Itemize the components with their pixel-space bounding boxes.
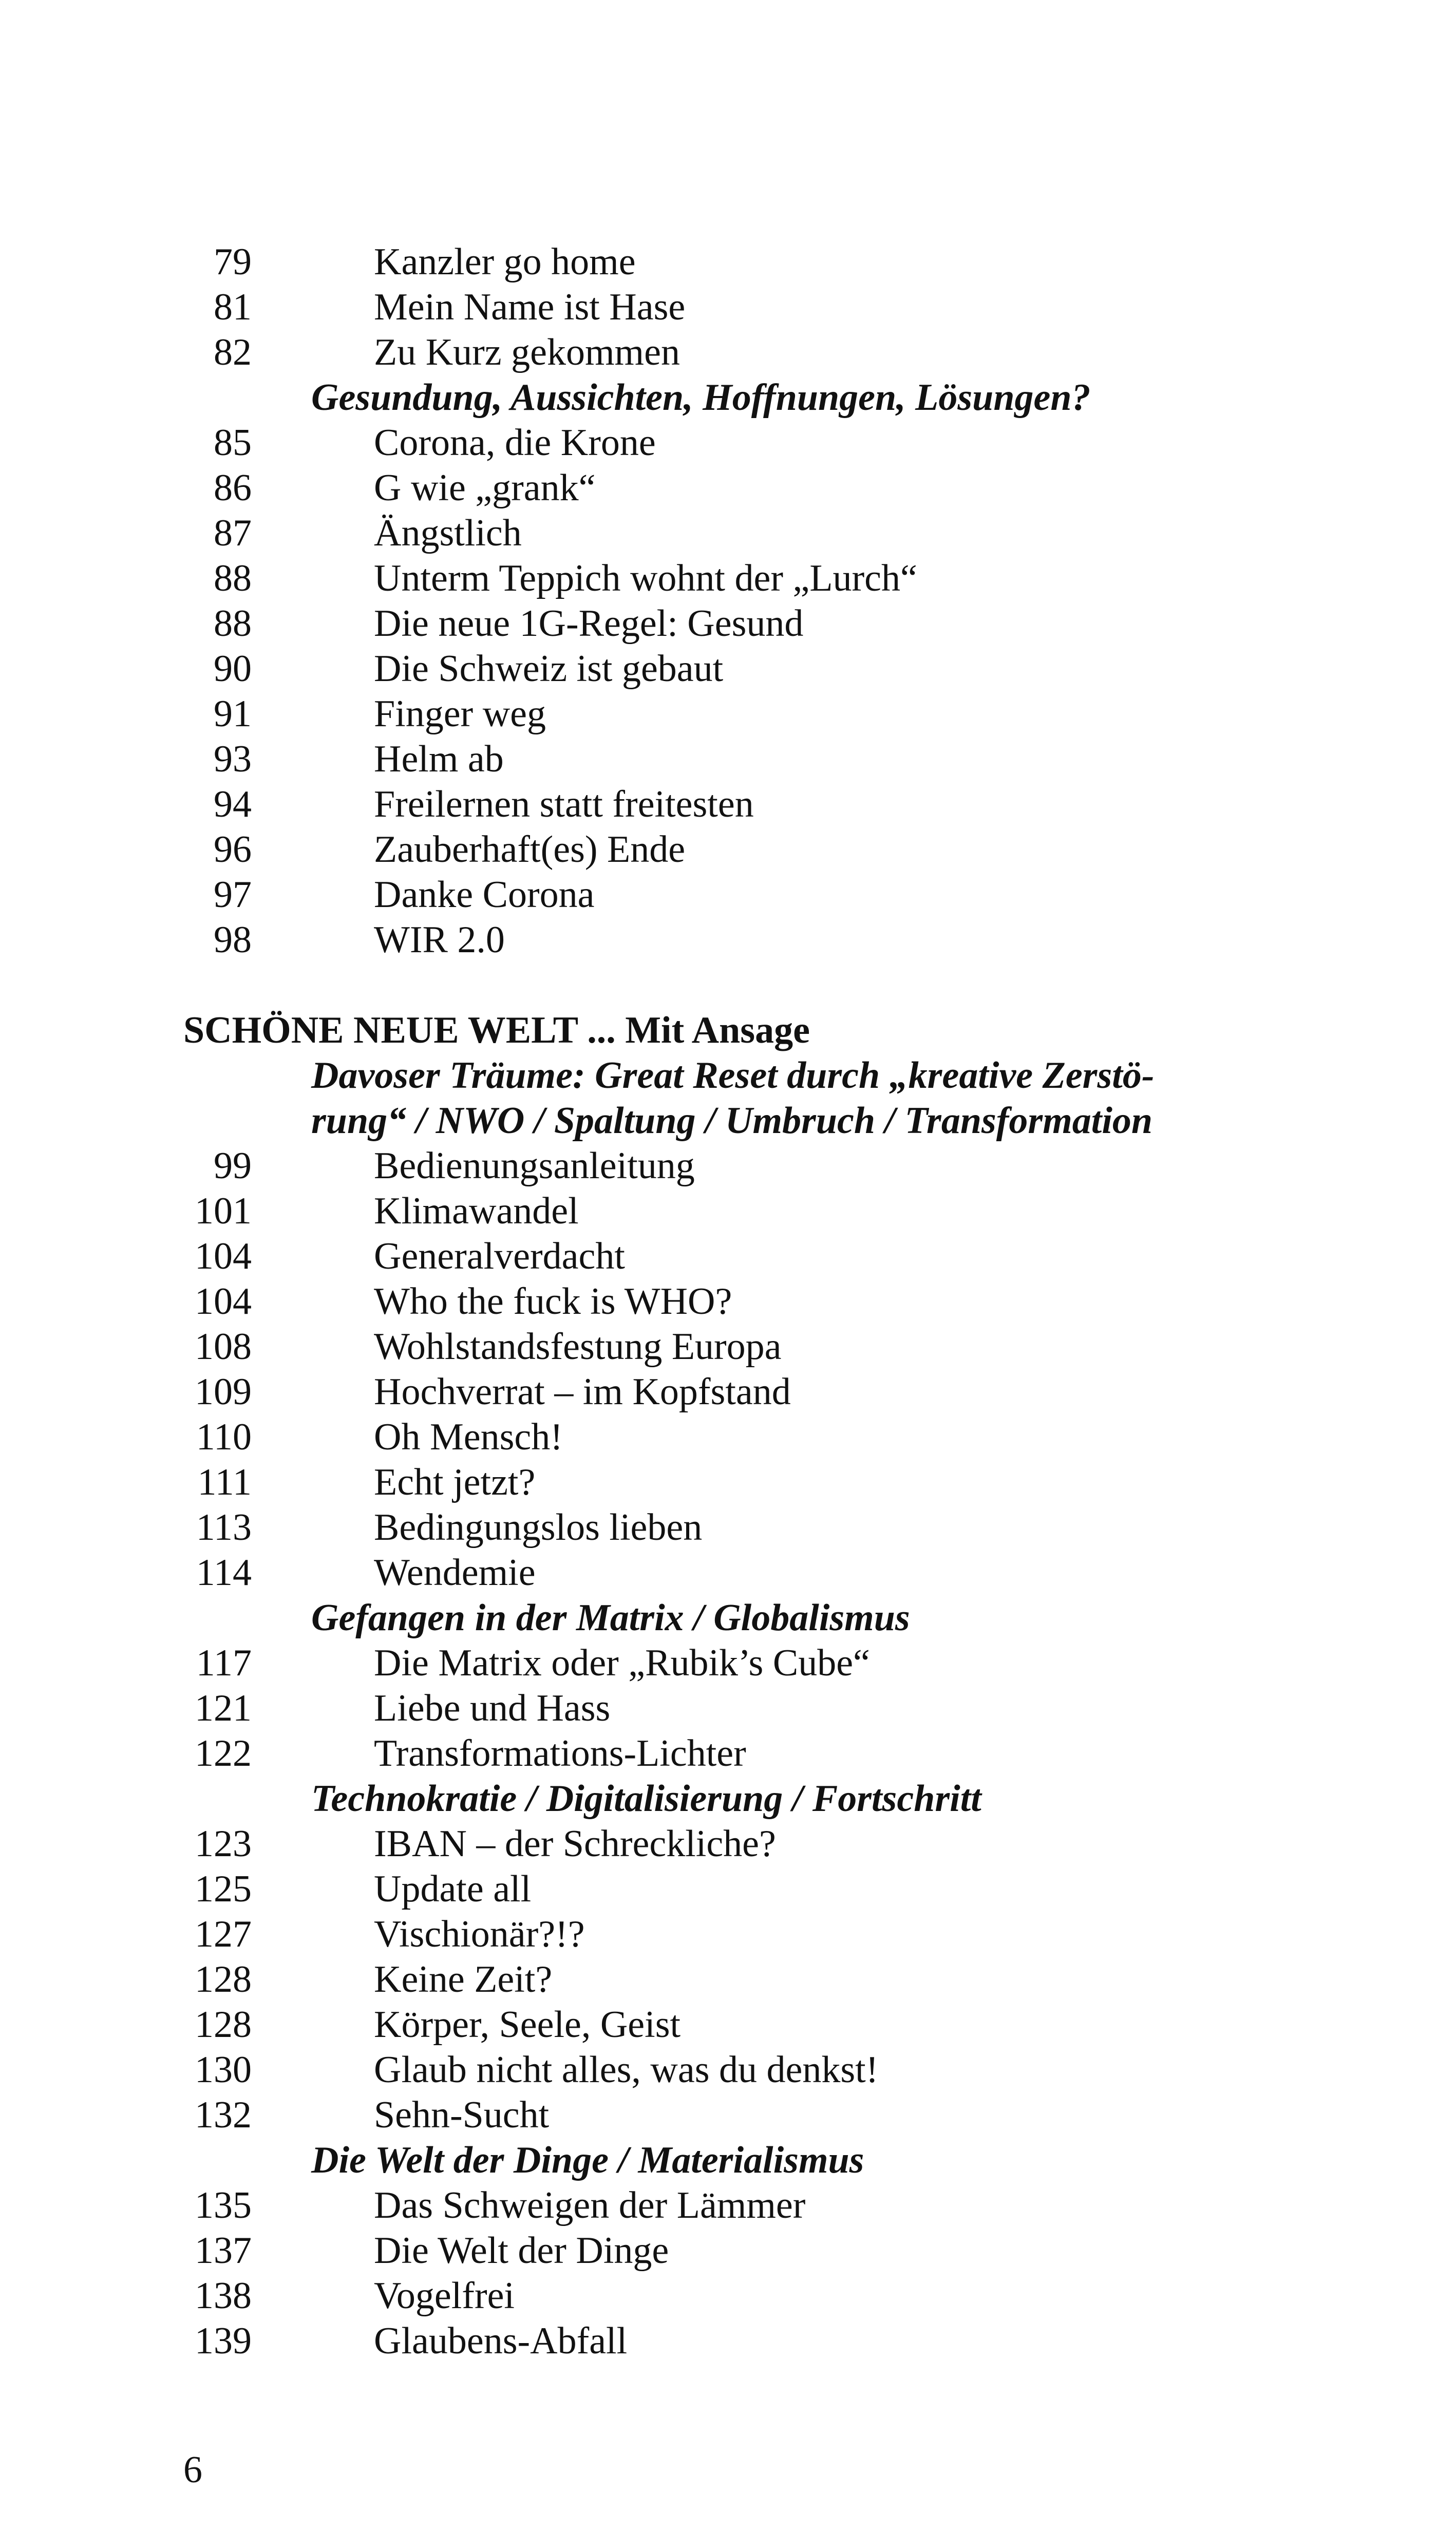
toc-entry-title: Ängstlich [374, 512, 522, 554]
toc-entry [0, 511, 1456, 556]
toc-entry-title: Vischionär?!? [374, 1913, 585, 1955]
toc-part-heading-text: SCHÖNE NEUE WELT ... Mit Ansage [183, 1009, 810, 1051]
toc-page-number: 138 [195, 2275, 252, 2317]
toc-page-number: 101 [195, 1190, 252, 1232]
toc-entry [0, 1821, 1456, 1866]
toc-entry-title: Zauberhaft(es) Ende [374, 828, 686, 871]
toc-entry [0, 1279, 1456, 1324]
toc-entry [0, 872, 1456, 917]
toc-page-number: 132 [195, 2094, 252, 2136]
toc-section-heading [0, 2138, 1456, 2183]
toc-entry [0, 691, 1456, 737]
toc-entry-title: Glaub nicht alles, was du denkst! [374, 2049, 879, 2091]
toc-entry-title: Klimawandel [374, 1190, 579, 1232]
toc-entry [0, 285, 1456, 330]
toc-entry [0, 1957, 1456, 2002]
toc-entry [0, 782, 1456, 827]
toc-entry-title: Wohlstandsfestung Europa [374, 1326, 782, 1368]
toc-entry-title: Körper, Seele, Geist [374, 2004, 681, 2046]
toc-page-number: 98 [214, 919, 252, 961]
toc-entry [0, 646, 1456, 691]
toc-page-number: 110 [196, 1416, 252, 1458]
toc-page-number: 91 [214, 693, 252, 735]
toc-entry-title: WIR 2.0 [374, 919, 505, 961]
toc-entry [0, 917, 1456, 962]
toc-entry-title: Sehn-Sucht [374, 2094, 550, 2136]
toc-entry-title: Zu Kurz gekommen [374, 331, 680, 373]
toc-entry [0, 1731, 1456, 1776]
toc-section-heading [0, 375, 1456, 420]
toc-section-heading [0, 1053, 1456, 1098]
toc-entry [0, 2092, 1456, 2138]
toc-entry [0, 1143, 1456, 1188]
toc-page-number: 114 [196, 1552, 252, 1594]
toc-page-number: 109 [195, 1371, 252, 1413]
toc-entry [0, 1686, 1456, 1731]
toc-page-number: 111 [197, 1461, 252, 1503]
toc-entry [0, 1550, 1456, 1595]
toc-entry-title: Finger weg [374, 693, 546, 735]
toc-page-number: 96 [214, 828, 252, 871]
toc-entry [0, 556, 1456, 601]
toc-page-number: 139 [195, 2320, 252, 2362]
toc-entry [0, 239, 1456, 285]
toc-entry [0, 1414, 1456, 1460]
toc-entry-title: Wendemie [374, 1552, 536, 1594]
toc-entry [0, 1324, 1456, 1369]
toc-entry [0, 1640, 1456, 1686]
toc-entry-title: Mein Name ist Hase [374, 286, 686, 328]
toc-entry-title: Generalverdacht [374, 1235, 625, 1277]
toc-section-heading-text: Gefangen in der Matrix / Globalismus [311, 1597, 910, 1639]
toc-entry [0, 1369, 1456, 1414]
toc-section-heading-text: Davoser Träume: Great Reset durch „kreative Zerstö- [311, 1054, 1155, 1097]
toc-entry-title: Corona, die Krone [374, 422, 656, 464]
toc-entry [0, 465, 1456, 511]
toc-entry-title: Liebe und Hass [374, 1687, 611, 1729]
toc-page-number: 88 [214, 557, 252, 599]
page-number: 6 [183, 2449, 202, 2491]
toc-entry-title: Who the fuck is WHO? [374, 1280, 732, 1323]
toc-section-heading [0, 1776, 1456, 1821]
toc-entry [0, 1460, 1456, 1505]
toc-page-number: 122 [195, 1732, 252, 1775]
toc-page-number: 125 [195, 1868, 252, 1910]
toc-page-number: 104 [195, 1235, 252, 1277]
toc-entry [0, 2047, 1456, 2092]
toc-entry-title: Freilernen statt freitesten [374, 783, 754, 825]
toc-entry-title: Glaubens-Abfall [374, 2320, 628, 2362]
toc-page-number: 128 [195, 2004, 252, 2046]
toc-entry [0, 1866, 1456, 1912]
toc-page-number: 123 [195, 1823, 252, 1865]
toc-page-number: 127 [195, 1913, 252, 1955]
toc-entry-title: Helm ab [374, 738, 504, 780]
toc-page-number: 90 [214, 648, 252, 690]
toc-entry-title: Transformations-Lichter [374, 1732, 746, 1775]
toc-entry-title: Die Matrix oder „Rubik’s Cube“ [374, 1642, 870, 1684]
toc-entry [0, 2228, 1456, 2273]
toc-page-number: 113 [196, 1506, 252, 1549]
toc-page-number: 137 [195, 2230, 252, 2272]
toc-entry-title: Danke Corona [374, 874, 595, 916]
toc-entry-title: Keine Zeit? [374, 1958, 553, 2000]
toc-page-number: 87 [214, 512, 252, 554]
toc-entry [0, 737, 1456, 782]
toc-entry [0, 2183, 1456, 2228]
toc-entry-title: Das Schweigen der Lämmer [374, 2184, 806, 2226]
toc-page-number: 93 [214, 738, 252, 780]
toc-entry-title: IBAN – der Schreckliche? [374, 1823, 776, 1865]
toc-page-number: 97 [214, 874, 252, 916]
toc-entry-title: Oh Mensch! [374, 1416, 563, 1458]
toc-page-number: 88 [214, 602, 252, 645]
toc-entry [0, 2318, 1456, 2364]
toc-entry-title: Update all [374, 1868, 532, 1910]
toc-entry [0, 827, 1456, 872]
toc-section-heading [0, 1595, 1456, 1640]
toc-entry-title: G wie „grank“ [374, 467, 596, 509]
toc-page-number: 79 [214, 241, 252, 283]
toc-part-heading [0, 1008, 1456, 1053]
toc-page-number: 81 [214, 286, 252, 328]
toc-page-number: 85 [214, 422, 252, 464]
toc-page-number: 135 [195, 2184, 252, 2226]
toc-entry-title: Die neue 1G-Regel: Gesund [374, 602, 804, 645]
toc-entry [0, 2273, 1456, 2318]
toc-entry-title: Bedingungslos lieben [374, 1506, 703, 1549]
toc-page-number: 130 [195, 2049, 252, 2091]
toc-page-number: 117 [196, 1642, 252, 1684]
toc-page-number: 94 [214, 783, 252, 825]
toc-page-number: 128 [195, 1958, 252, 2000]
toc-page-number: 121 [195, 1687, 252, 1729]
toc-entry [0, 2002, 1456, 2047]
toc-section-heading-text: Die Welt der Dinge / Materialismus [311, 2139, 864, 2181]
toc-entry [0, 330, 1456, 375]
toc-entry-title: Die Welt der Dinge [374, 2230, 669, 2272]
toc-entry-title: Unterm Teppich wohnt der „Lurch“ [374, 557, 917, 599]
toc-entry-title: Hochverrat – im Kopfstand [374, 1371, 791, 1413]
toc-entry [0, 1234, 1456, 1279]
toc-page-number: 86 [214, 467, 252, 509]
toc-entry [0, 601, 1456, 646]
toc-section-heading-text: Gesundung, Aussichten, Hoffnungen, Lösungen? [311, 376, 1091, 419]
toc-page-number: 82 [214, 331, 252, 373]
toc-page-number: 104 [195, 1280, 252, 1323]
toc-entry [0, 1505, 1456, 1550]
toc-entry [0, 1188, 1456, 1234]
toc-entry-title: Vogelfrei [374, 2275, 515, 2317]
toc-entry [0, 1912, 1456, 1957]
toc-entry-title: Echt jetzt? [374, 1461, 536, 1503]
toc-entry-title: Kanzler go home [374, 241, 636, 283]
toc-section-heading-text: rung“ / NWO / Spaltung / Umbruch / Transformation [311, 1100, 1153, 1142]
toc-page-number: 99 [214, 1145, 252, 1187]
toc-section-heading-text: Technokratie / Digitalisierung / Fortschritt [311, 1778, 981, 1820]
toc-section-heading [0, 1098, 1456, 1143]
toc-entry-title: Die Schweiz ist gebaut [374, 648, 724, 690]
toc-spacer [0, 962, 1456, 1008]
toc-entry [0, 420, 1456, 465]
toc-entry-title: Bedienungsanleitung [374, 1145, 695, 1187]
toc-page-number: 108 [195, 1326, 252, 1368]
